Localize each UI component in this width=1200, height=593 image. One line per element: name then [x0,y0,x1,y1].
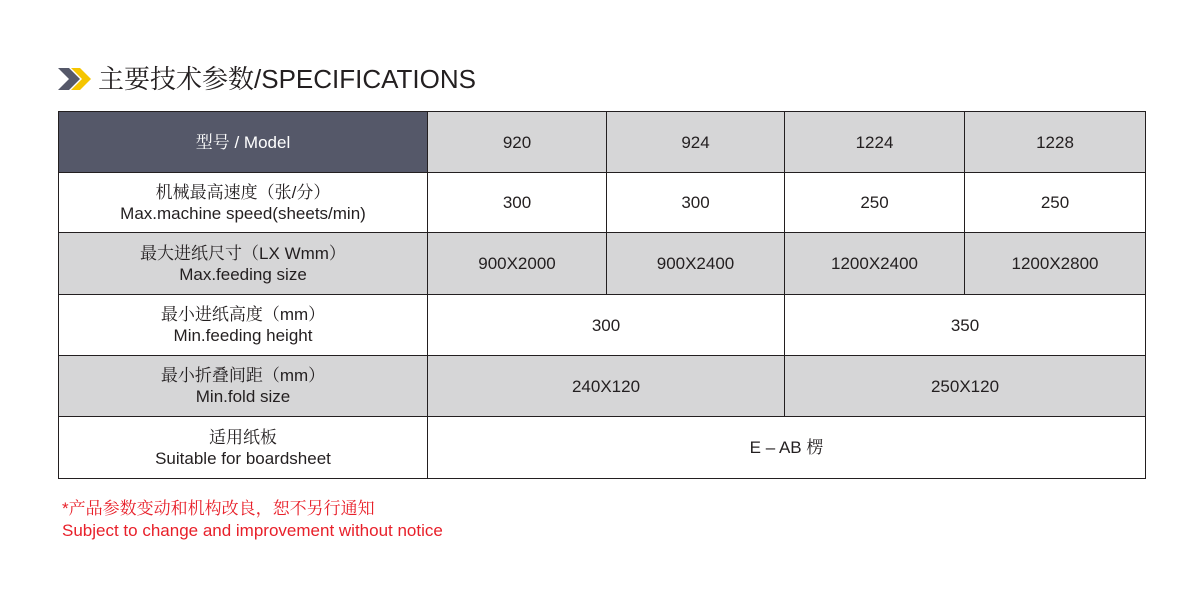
model-cell: 920 [428,112,607,173]
table-row [59,173,1146,233]
section-heading [58,62,476,96]
value-cell: 250 [965,173,1146,233]
value-cell: 300 [428,295,785,356]
value-cell: E – AB 楞 [428,417,1146,479]
table-row [59,233,1146,295]
row-label-en: Max.feeding size [179,264,307,284]
disclaimer-en: Subject to change and improvement without notice [62,521,443,540]
page-title: 主要技术参数/SPECIFICATIONS [98,64,476,94]
model-label-cell: 型号 / Model [59,112,428,173]
row-label-cell [59,417,428,479]
row-label-en: Min.fold size [195,387,291,406]
table-row [59,295,1146,356]
row-label-cn: 机械最高速度（张/分） [155,182,331,202]
row-label-cell [59,295,428,356]
row-label-cell [59,233,428,295]
disclaimer-cn: *产品参数变动和机构改良，恕不另行通知 [62,499,375,518]
value-cell: 300 [607,173,785,233]
row-label-en: Min.feeding height [173,326,313,345]
value-cell: 250 [785,173,965,233]
model-cell: 924 [607,112,785,173]
table-header-row [59,112,1146,173]
value-cell: 900X2400 [607,233,785,295]
row-label-cn: 最小进纸高度（mm） [160,305,326,324]
row-label-en: Suitable for boardsheet [155,448,331,468]
value-cell: 240X120 [428,356,785,417]
row-label-en: Max.machine speed(sheets/min) [120,203,366,223]
row-label-cell [59,173,428,233]
value-cell: 250X120 [785,356,1146,417]
model-cell: 1228 [965,112,1146,173]
row-label-cn: 适用纸板 [209,427,277,447]
specifications-table [58,111,1146,479]
value-cell: 900X2000 [428,233,607,295]
value-cell: 300 [428,173,607,233]
model-cell: 1224 [785,112,965,173]
row-label-cn: 最大进纸尺寸（LX Wmm） [140,243,346,263]
value-cell: 350 [785,295,1146,356]
value-cell: 1200X2800 [965,233,1146,295]
table-row [59,417,1146,479]
row-label-cn: 最小折叠间距（mm） [160,366,326,385]
value-cell: 1200X2400 [785,233,965,295]
table-row [59,356,1146,417]
double-chevron-arrow-icon [58,65,94,93]
row-label-cell [59,356,428,417]
disclaimer-note [62,498,443,542]
